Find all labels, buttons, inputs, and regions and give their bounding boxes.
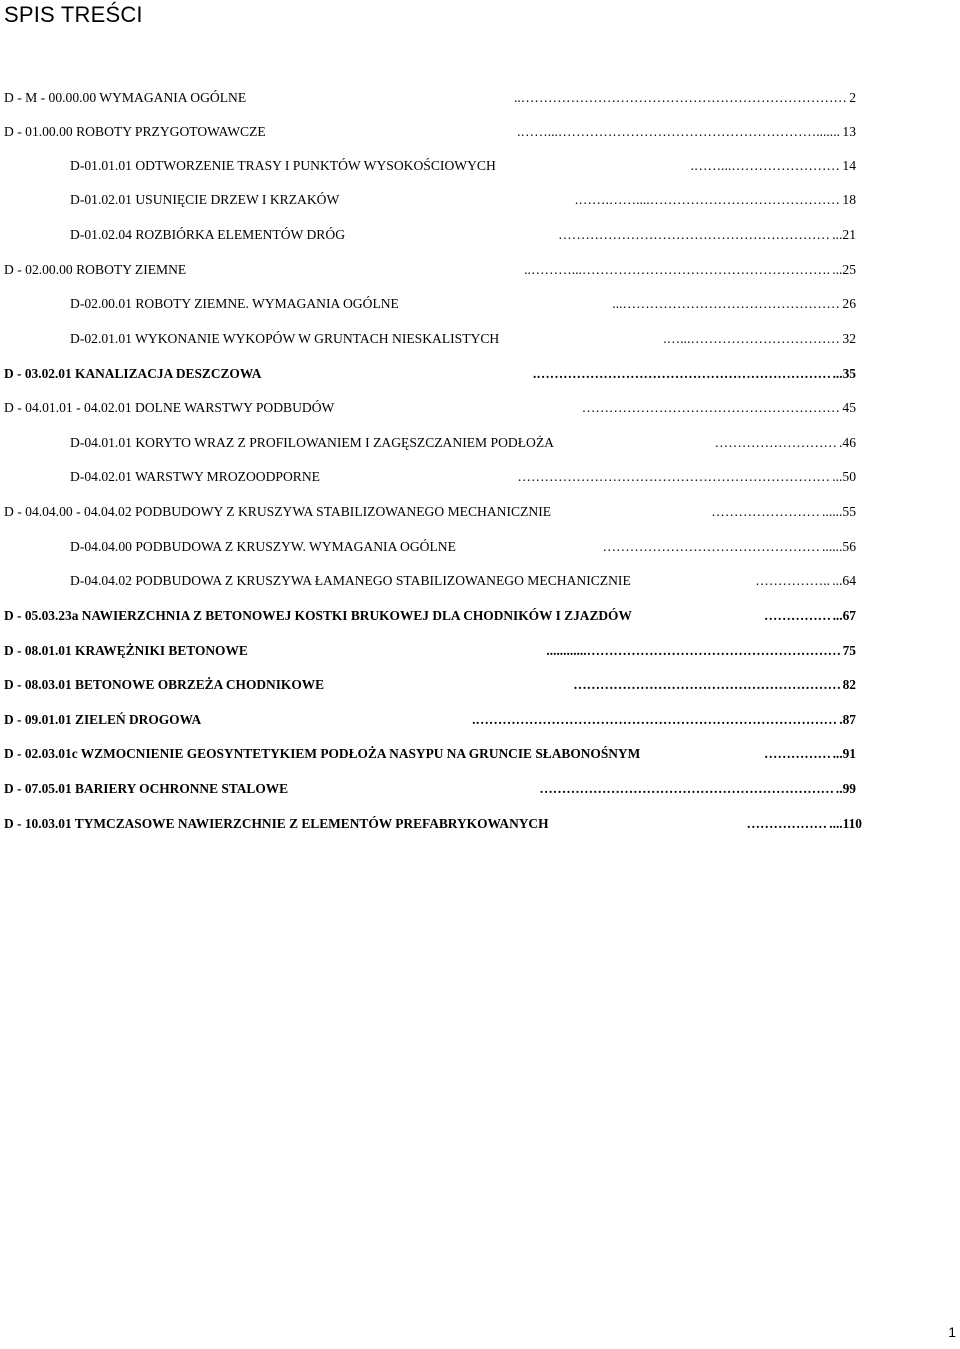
toc-entry-title: D - 05.03.23a NAWIERZCHNIA Z BETONOWEJ KOSTKI BRUKOWEJ DLA CHODNIKÓW I ZJAZDÓW — [4, 608, 632, 623]
toc-entry-leader-dots: …………………………………………………… — [558, 227, 830, 242]
toc-entry[interactable] — [4, 363, 856, 385]
toc-entry-leader-dots: …………………… — [711, 504, 820, 519]
toc-entry[interactable] — [4, 121, 856, 143]
toc-entry-page-number: 13 — [841, 121, 856, 143]
toc-entry-title: D-01.01.01 ODTWORZENIE TRASY I PUNKTÓW WYSOKOŚCIOWYCH — [70, 158, 496, 173]
toc-entry-page-number: .87 — [838, 709, 856, 731]
toc-entry-page-number: 18 — [841, 189, 856, 211]
toc-entry-leader-dots: …………… — [764, 608, 831, 623]
toc-entry-page-number: ......55 — [821, 501, 856, 523]
toc-entry-leader-dots: ……………………………………....…….……. — [574, 192, 840, 207]
toc-entry-leader-dots: …………………………………………………………. — [533, 366, 831, 381]
toc-entry-leader-dots: …………………………………………………………… — [517, 469, 830, 484]
toc-entry-page-number: 82 — [842, 674, 856, 696]
toc-entry-page-number: 32 — [841, 328, 856, 350]
toc-entry-page-number: ...67 — [832, 605, 856, 627]
toc-entry[interactable] — [4, 743, 856, 765]
toc-entry-leader-dots: .......…………………………………………………...……. — [517, 124, 840, 139]
toc-entry-title: D - 07.05.01 BARIERY OCHRONNE STALOWE — [4, 781, 289, 796]
toc-entry-page-number: ...25 — [831, 259, 856, 281]
toc-entry-page-number: 45 — [841, 397, 856, 419]
toc-entry-leader-dots: .………………………………………………...……….. — [524, 262, 830, 277]
toc-entry-leader-dots: ..…………… — [755, 573, 830, 588]
toc-entry[interactable] — [4, 259, 856, 281]
toc-entry-title: D-02.00.01 ROBOTY ZIEMNE. WYMAGANIA OGÓLNE — [70, 296, 399, 311]
toc-entry-title: D-01.02.01 USUNIĘCIE DRZEW I KRZAKÓW — [70, 192, 340, 207]
toc-entry-leader-dots: ……………………………………………………………….. — [513, 90, 847, 105]
toc-entry-title: D - 09.01.01 ZIELEŃ DROGOWA — [4, 712, 202, 727]
document-title: SPIS TREŚCI — [4, 2, 143, 27]
toc-entry-leader-dots: …………………………………………………............ — [546, 643, 841, 658]
toc-entry-title: D - 03.02.01 KANALIZACJA DESZCZOWA — [4, 366, 262, 381]
toc-entry[interactable] — [70, 328, 856, 350]
toc-entry[interactable] — [70, 570, 856, 592]
toc-entry[interactable] — [4, 813, 862, 835]
toc-entry[interactable] — [70, 432, 856, 454]
toc-entry[interactable] — [4, 397, 856, 419]
toc-entry[interactable] — [70, 189, 856, 211]
toc-entry[interactable] — [70, 224, 856, 246]
toc-entry-page-number: ...21 — [831, 224, 856, 246]
toc-entry[interactable] — [4, 709, 856, 731]
toc-entry-leader-dots: ……………………………...…. — [663, 331, 840, 346]
toc-entry[interactable] — [70, 466, 856, 488]
toc-entry-page-number: ...91 — [832, 743, 856, 765]
toc-entry-leader-dots: ……………… — [746, 816, 827, 831]
toc-entry-leader-dots: ……………………… — [714, 435, 837, 450]
toc-entry-title: D - 01.00.00 ROBOTY PRZYGOTOWAWCZE — [4, 124, 266, 139]
toc-entry-title: D - 10.03.01 TYMCZASOWE NAWIERZCHNIE Z ELEMENTÓW PREFABRYKOWANYCH — [4, 816, 549, 831]
toc-entry-page-number: ...64 — [831, 570, 856, 592]
toc-entry-page-number: 14 — [841, 155, 856, 177]
toc-entry-page-number: .46 — [838, 432, 856, 454]
toc-entry[interactable] — [4, 87, 856, 109]
toc-entry-title: D-04.04.02 PODBUDOWA Z KRUSZYWA ŁAMANEGO STABILIZOWANEGO MECHANICZNIE — [70, 573, 631, 588]
toc-entry[interactable] — [70, 155, 856, 177]
toc-entry-leader-dots: ………………………………………………………………………. — [472, 712, 837, 727]
toc-entry-title: D - 04.01.01 - 04.02.01 DOLNE WARSTWY PODBUDÓW — [4, 400, 335, 415]
toc-entry[interactable] — [4, 778, 856, 800]
toc-entry[interactable] — [4, 605, 856, 627]
toc-entry-page-number: ...35 — [832, 363, 856, 385]
toc-entry-page-number: ......56 — [821, 536, 856, 558]
toc-entry-page-number: ....110 — [828, 813, 862, 835]
toc-entry-title: D-01.02.04 ROZBIÓRKA ELEMENTÓW DRÓG — [70, 227, 346, 242]
toc-entry[interactable] — [4, 640, 856, 662]
toc-entry-title: D - 04.04.00 - 04.04.02 PODBUDOWY Z KRUSZYWA STABILIZOWANEGO MECHANICZNIE — [4, 504, 552, 519]
toc-entry-title: D - 08.01.01 KRAWĘŻNIKI BETONOWE — [4, 643, 248, 658]
toc-entry[interactable] — [70, 293, 856, 315]
toc-entry-title: D-04.04.00 PODBUDOWA Z KRUSZYW. WYMAGANIA OGÓLNE — [70, 539, 456, 554]
toc-entry-leader-dots: …………………………………………………… — [573, 677, 841, 692]
toc-entry-page-number: ..99 — [835, 778, 856, 800]
toc-entry-title: D-04.02.01 WARSTWY MROZOODPORNE — [70, 469, 320, 484]
toc-entry-title: D - M - 00.00.00 WYMAGANIA OGÓLNE — [4, 90, 247, 105]
toc-entry-leader-dots: ………………………………………… — [602, 539, 820, 554]
toc-entry-title: D - 02.03.01c WZMOCNIENIE GEOSYNTETYKIEM PODŁOŻA NASYPU NA GRUNCIE SŁABONOŚNYM — [4, 746, 641, 761]
toc-entry-page-number: 2 — [848, 87, 856, 109]
toc-entry[interactable] — [4, 501, 856, 523]
toc-entry-leader-dots: ……………………...……. — [690, 158, 840, 173]
toc-entry-title: D-04.01.01 KORYTO WRAZ Z PROFILOWANIEM I ZAGĘSZCZANIEM PODŁOŻA — [70, 435, 554, 450]
toc-entry-page-number: 75 — [842, 640, 856, 662]
toc-entry-title: D - 08.03.01 BETONOWE OBRZEŻA CHODNIKOWE — [4, 677, 325, 692]
toc-entry[interactable] — [70, 536, 856, 558]
toc-entry-leader-dots: ………………………………………………………… — [539, 781, 834, 796]
page-number: 1 — [948, 1324, 956, 1340]
toc-entry-page-number: 26 — [841, 293, 856, 315]
toc-entry[interactable] — [4, 674, 856, 696]
toc-entry-page-number: ...50 — [831, 466, 856, 488]
toc-entry-leader-dots: …………………………………………... — [612, 296, 840, 311]
toc-entry-title: D - 02.00.00 ROBOTY ZIEMNE — [4, 262, 187, 277]
toc-entry-title: D-02.01.01 WYKONANIE WYKOPÓW W GRUNTACH NIESKALISTYCH — [70, 331, 500, 346]
toc-entry-leader-dots: …………… — [764, 746, 831, 761]
toc-entry-leader-dots: ………………………………………………… — [581, 400, 840, 415]
